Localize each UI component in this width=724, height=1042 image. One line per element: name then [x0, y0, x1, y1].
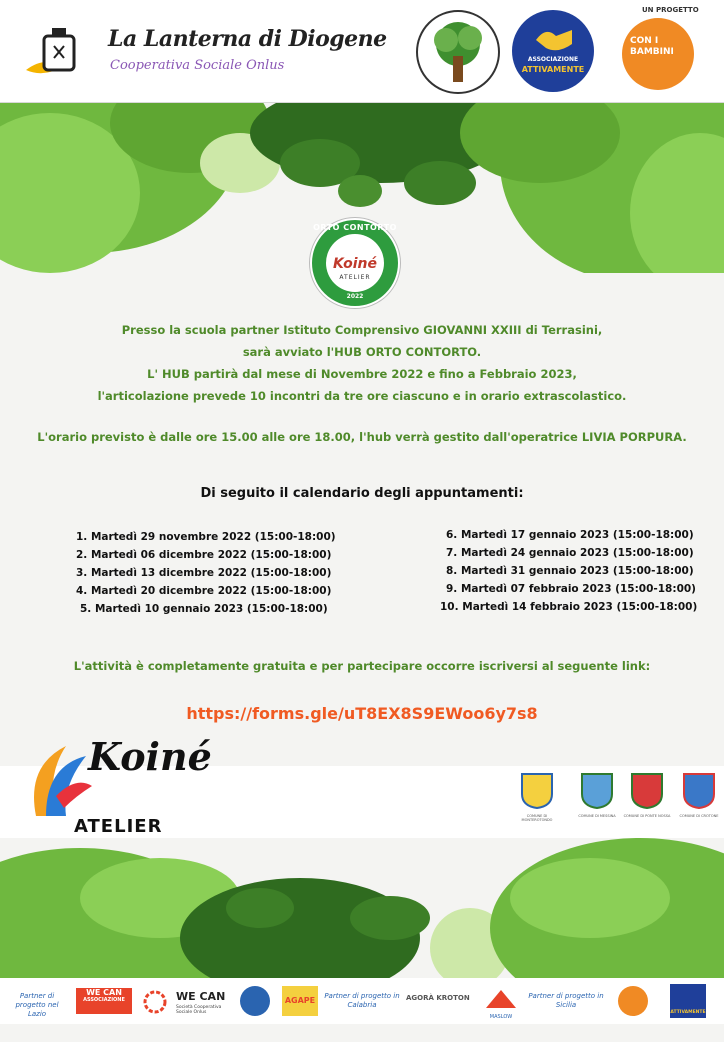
- registration-link[interactable]: https://forms.gle/uT8EX8S9EWoo6y7s8: [186, 704, 538, 723]
- partner-label-lazio: Partner di progetto nel Lazio: [15, 992, 59, 1018]
- flower-logo-icon: [140, 988, 170, 1016]
- calendar-item: 7. Martedì 24 gennaio 2023 (15:00-18:00): [446, 547, 694, 559]
- crest-monterotondo: [512, 770, 562, 822]
- crest-icon: [580, 770, 614, 810]
- badge-subtitle: ATELIER: [339, 274, 371, 281]
- conibambini-top: UN PROGETTO: [642, 6, 699, 14]
- wecan2-name: WE CAN: [176, 990, 226, 1003]
- crest-ponte-nossa: [622, 770, 672, 818]
- badge-inner: [326, 234, 384, 292]
- crest-caption: COMUNE DI PONTE NOSSA: [623, 814, 671, 818]
- header: [0, 0, 724, 103]
- crest-icon: [520, 770, 554, 810]
- wecan2-sub: Società Cooperativa Sociale Onlus: [176, 1005, 222, 1015]
- orto-contorto-badge: [310, 218, 400, 308]
- crest-crotone: [674, 770, 724, 818]
- triangle-icon: [484, 988, 518, 1010]
- tree-logo: [416, 10, 500, 94]
- tree-icon: [418, 12, 498, 92]
- koine-atelier: ATELIER: [74, 816, 163, 837]
- wecan1-sub: ASSOCIAZIONE: [83, 997, 125, 1003]
- attivamente-line2: ATTIVAMENTE: [521, 65, 585, 74]
- blue-circle-logo: [240, 986, 270, 1016]
- orange-circle-logo: [618, 986, 648, 1016]
- attivamente-small-logo: ATTIVAMENTE: [670, 984, 706, 1018]
- schedule-note: L'orario previsto è dalle ore 15.00 alle ore 18.00, l'hub verrà gestito dall'operatrice LIVIA PORPURA.: [37, 430, 687, 444]
- badge-year: 2022: [346, 293, 364, 300]
- intro-line-3: L' HUB partirà dal mese di Novembre 2022 e fino a Febbraio 2023,: [147, 367, 577, 381]
- crest-messina: [572, 770, 622, 818]
- partner-label-sicilia: Partner di progetto in Sicilia: [528, 992, 604, 1009]
- badge-title: ORTO CONTORTO: [313, 223, 397, 232]
- conibambini-main: CON I BAMBINI: [630, 36, 674, 57]
- calendar-item: 4. Martedì 20 dicembre 2022 (15:00-18:00): [76, 585, 332, 597]
- intro-line-2: sarà avviato l'HUB ORTO CONTORTO.: [242, 345, 482, 359]
- crest-icon: [630, 770, 664, 810]
- calendar-item: 6. Martedì 17 gennaio 2023 (15:00-18:00): [446, 529, 694, 541]
- maslow-logo: [484, 988, 518, 1020]
- free-note: L'attività è completamente gratuita e per partecipare occorre iscriversi al seguente link:: [73, 659, 651, 673]
- crest-caption: COMUNE DI CROTONE: [679, 814, 719, 818]
- agora-kroton-logo: AGORÀ KROTON: [406, 994, 470, 1002]
- handshake-icon: [534, 24, 574, 54]
- wecan1-name: WE CAN: [86, 988, 122, 997]
- calendar-item: 3. Martedì 13 dicembre 2022 (15:00-18:00): [76, 567, 332, 579]
- org-name: La Lanterna di Diogene: [108, 26, 387, 52]
- attivamente-logo: [512, 10, 594, 92]
- calendar-item: 5. Martedì 10 gennaio 2023 (15:00-18:00): [80, 603, 328, 615]
- maslow-name: MASLOW: [489, 1014, 513, 1020]
- calendar-item: 9. Martedì 07 febbraio 2023 (15:00-18:00): [446, 583, 696, 595]
- crest-caption: COMUNE DI MONTEROTONDO: [521, 814, 553, 822]
- lantern-logo-icon: [24, 26, 100, 80]
- calendar-heading: Di seguito il calendario degli appuntamenti:: [200, 486, 524, 501]
- agape-logo: AGAPE: [282, 986, 318, 1016]
- partners-footer: [0, 978, 724, 1024]
- wecan-association-logo: [76, 988, 132, 1014]
- koine-brand: Koiné: [88, 734, 212, 779]
- con-i-bambini-logo: [620, 6, 704, 94]
- crest-icon: [682, 770, 716, 810]
- crest-caption: COMUNE DI MESSINA: [578, 814, 616, 818]
- calendar-item: 2. Martedì 06 dicembre 2022 (15:00-18:00): [76, 549, 332, 561]
- calendar-item: 8. Martedì 31 gennaio 2023 (15:00-18:00): [446, 565, 694, 577]
- attivamente-line1: ASSOCIAZIONE: [527, 56, 579, 63]
- lettuce-banner-bottom: [0, 838, 724, 978]
- calendar-item: 1. Martedì 29 novembre 2022 (15:00-18:00): [76, 531, 336, 543]
- partner-label-calabria: Partner di progetto in Calabria: [324, 992, 400, 1009]
- intro-line-4: l'articolazione prevede 10 incontri da tre ore ciascuno e in orario extrascolastico.: [97, 389, 627, 403]
- org-subtitle: Cooperativa Sociale Onlus: [110, 58, 285, 73]
- badge-brand: Koiné: [333, 256, 377, 272]
- intro-line-1: Presso la scuola partner Istituto Comprensivo GIOVANNI XXIII di Terrasini,: [121, 323, 603, 337]
- calendar-item: 10. Martedì 14 febbraio 2023 (15:00-18:00): [440, 601, 698, 613]
- koine-swirl-icon: [26, 736, 96, 826]
